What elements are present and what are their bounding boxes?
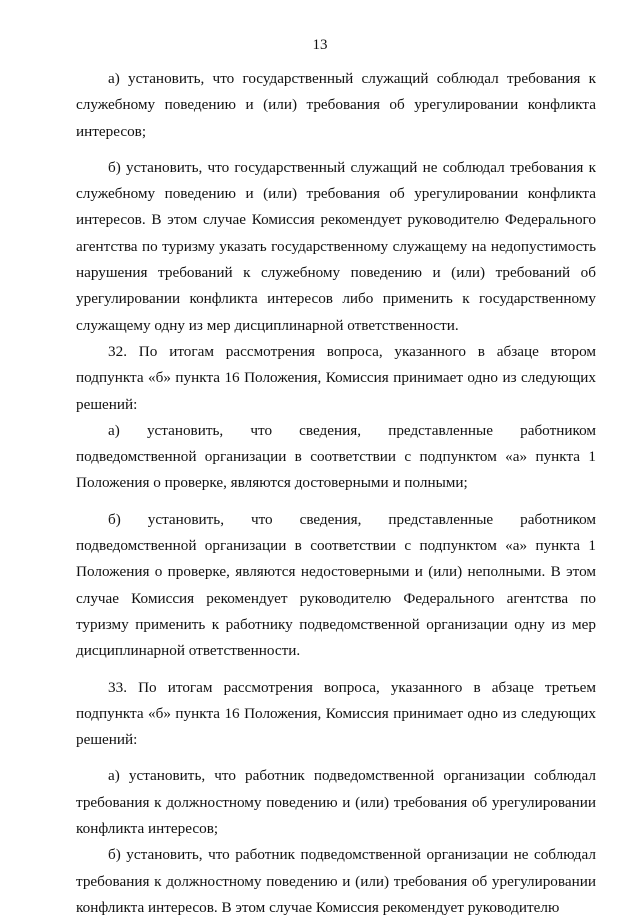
document-body	[76, 66, 596, 921]
paragraph-b-not-complied: б) установить, что государственный служащий не соблюдал требования к служебному поведению и (или) требования об урегулировании конфликта интересов. В этом случае Комиссия рекомендует руководителю Федерального агентства по туризму указать государственному служащему на недопустимость нарушения требований к служебному поведению и (или) требований об урегулировании конфликта интересов либо применить к государственному служащему одну из мер дисциплинарной ответственности.	[76, 158, 596, 334]
paragraph-33-b: б) установить, что работник подведомственной организации не соблюдал требования к должностному поведению и (или) требования об урегулировании конфликта интересов. В этом случае Комиссия рекомендует руководителю	[76, 846, 596, 916]
paragraph-33-a: а) установить, что работник подведомственной организации соблюдал требования к должностному поведению и (или) требования об урегулировании конфликта интересов;	[76, 767, 596, 838]
paragraph-a-complied: а) установить, что государственный служащий соблюдал требования к служебному поведению и (или) требования об урегулировании конфликта интересов;	[76, 70, 596, 140]
paragraph-33-intro: 33. По итогам рассмотрения вопроса, указанного в абзаце третьем подпункта «б» пункта 16 Положения, Комиссия принимает одно из следующих решений:	[76, 678, 596, 749]
paragraph-32-intro: 32. По итогам рассмотрения вопроса, указанного в абзаце втором подпункта «б» пункта 16 Положения, Комиссия принимает одно из следующих решений:	[76, 342, 596, 413]
page-number: 13	[312, 37, 328, 53]
paragraph-32-b: б) установить, что сведения, представленные работником подведомственной организации в соответствии с подпунктом «а» пункта 1 Положения о проверке, являются недостоверными и (или) неполными. В этом случае Комиссия рекомендует руководителю Федерального агентства по туризму применить к работнику подведомственной организации одну из мер дисциплинарной ответственности.	[76, 510, 596, 660]
paragraph-32-a: а) установить, что сведения, представленные работником подведомственной организации в соответствии с подпунктом «а» пункта 1 Положения о проверке, являются достоверными и полными;	[76, 421, 596, 492]
